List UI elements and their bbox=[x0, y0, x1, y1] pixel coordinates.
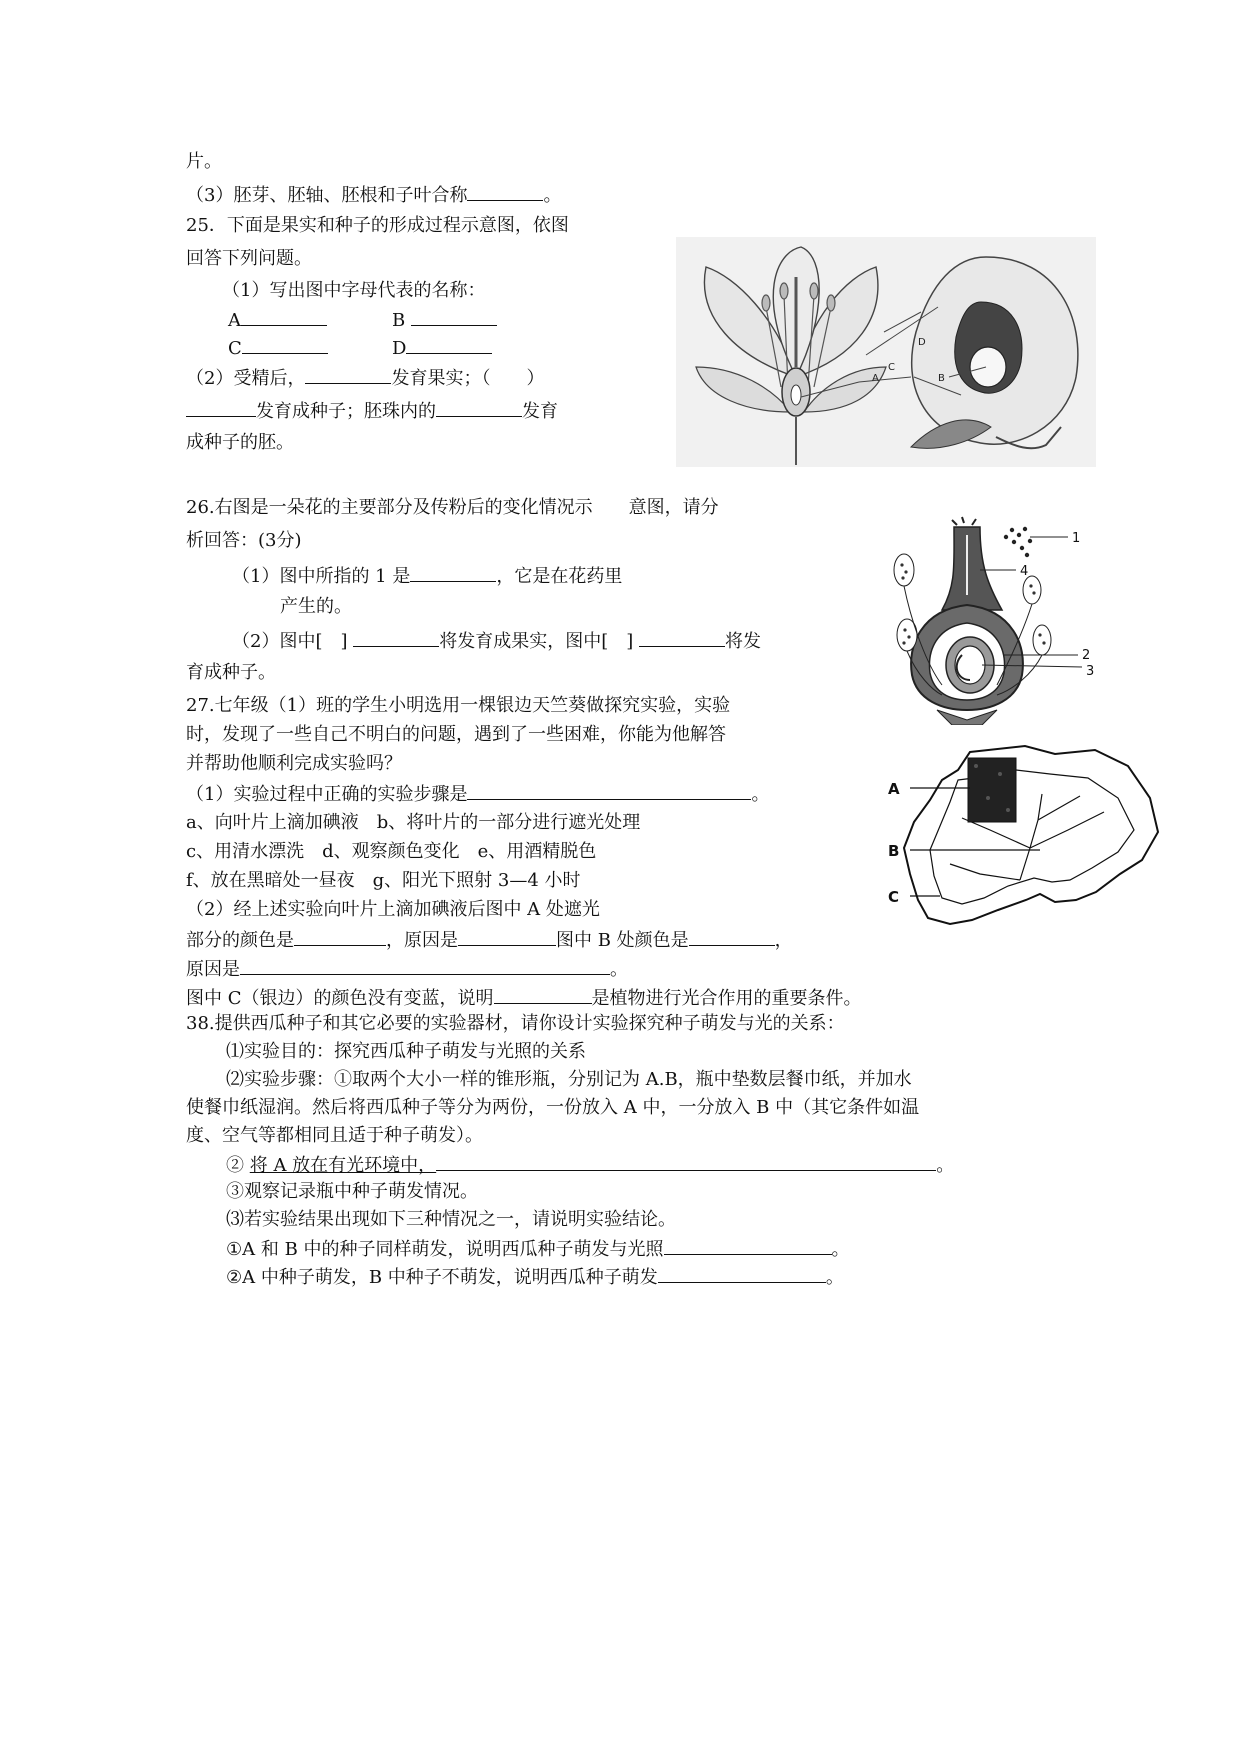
q25-sub1: （1）写出图中字母代表的名称： bbox=[222, 280, 486, 301]
answer-blank[interactable] bbox=[436, 398, 522, 417]
q38-line-1: 38.提供西瓜种子和其它必要的实验器材，请你设计实验探究种子萌发与光的关系： bbox=[186, 1013, 845, 1034]
fig27-label-b: B bbox=[888, 842, 900, 860]
pollen-dots bbox=[1004, 527, 1032, 557]
q38-steps-line-1: ⑵实验步骤：①取两个大小一样的锥形瓶，分别记为 A.B，瓶中垫数层餐巾纸，并加水 bbox=[226, 1069, 912, 1090]
q27-line-3: 并帮助他顺利完成实验吗？ bbox=[186, 753, 402, 774]
prev-line-2: （3）胚芽、胚轴、胚根和子叶合称 。 bbox=[186, 182, 561, 208]
q25-line-2: 回答下列问题。 bbox=[186, 248, 312, 269]
q25-line-1: 25．下面是果实和种子的形成过程示意图，依图 bbox=[186, 215, 569, 236]
fig26-label-2: 2 bbox=[1082, 648, 1091, 663]
answer-filled: 将 A 放在有光环境中， bbox=[249, 1155, 437, 1176]
fig27-label-a: A bbox=[888, 780, 900, 798]
q38-result-2: ②A 中种子萌发，B 中种子不萌发，说明西瓜种子萌发 。 bbox=[226, 1264, 844, 1290]
q27-sub2-line-1: （2）经上述实验向叶片上滴加碘液后图中 A 处遮光 bbox=[186, 899, 600, 920]
answer-blank-a[interactable] bbox=[241, 307, 327, 326]
q27-step-cde: c、用清水漂洗 d、观察颜色变化 e、用酒精脱色 bbox=[186, 841, 597, 862]
prev-line-1: 片。 bbox=[186, 151, 222, 172]
q38-step-3: ③观察记录瓶中种子萌发情况。 bbox=[226, 1181, 478, 1202]
q26-sub1-line-2: 产生的。 bbox=[280, 596, 352, 617]
answer-blank[interactable] bbox=[658, 1264, 826, 1283]
q38-result-1: ①A 和 B 中的种子同样萌发，说明西瓜种子萌发与光照 。 bbox=[226, 1236, 850, 1262]
q27-sub2-line-2: 部分的颜色是 ，原因是 图中 B 处颜色是 ， bbox=[186, 927, 793, 953]
fig25-label-b: B bbox=[938, 373, 945, 384]
q26-sub1-line-1: （1）图中所指的 1 是 ，它是在花药里 bbox=[232, 563, 622, 589]
answer-blank[interactable] bbox=[353, 628, 439, 647]
q27-step-fg: f、放在黑暗处一昼夜 g、阳光下照射 3—4 小时 bbox=[186, 870, 581, 891]
answer-blank[interactable] bbox=[458, 927, 556, 946]
q26-sub2-line-1: （2）图中[ ] 将发育成果实，图中[ ] 将发 bbox=[232, 628, 761, 654]
q25-label-b: B bbox=[392, 307, 497, 333]
q38-steps-line-3: 度、空气等都相同且适于种子萌发）。 bbox=[186, 1125, 483, 1146]
q25-sub2-line-1: （2）受精后， 发育果实；（ ） bbox=[186, 365, 544, 391]
answer-blank[interactable] bbox=[410, 563, 496, 582]
answer-blank-d[interactable] bbox=[406, 335, 492, 354]
answer-blank[interactable] bbox=[436, 1152, 936, 1171]
q38-result-intro: ⑶若实验结果出现如下三种情况之一，请说明实验结论。 bbox=[226, 1209, 676, 1230]
answer-blank[interactable] bbox=[664, 1236, 832, 1255]
fig25-label-a: A bbox=[872, 373, 879, 384]
answer-blank[interactable] bbox=[240, 956, 610, 975]
answer-blank[interactable] bbox=[494, 985, 592, 1004]
q27-sub1: （1）实验过程中正确的实验步骤是 。 bbox=[186, 781, 769, 807]
q27-sub2-line-3: 原因是 。 bbox=[186, 956, 628, 982]
pistil-figure bbox=[882, 515, 1102, 725]
fig27-label-c: C bbox=[888, 888, 900, 906]
q25-label-c: C bbox=[228, 335, 328, 361]
leaf-figure bbox=[880, 740, 1160, 930]
answer-blank-c[interactable] bbox=[242, 335, 328, 354]
q26-sub2-line-2: 育成种子。 bbox=[186, 662, 276, 683]
fig25-label-d: D bbox=[918, 337, 926, 348]
fig25-label-c: C bbox=[888, 362, 895, 373]
fruit-formation-figure bbox=[676, 237, 1096, 467]
answer-blank[interactable] bbox=[639, 628, 725, 647]
answer-blank[interactable] bbox=[689, 927, 775, 946]
q27-sub3: 图中 C（银边）的颜色没有变蓝，说明 是植物进行光合作用的重要条件。 bbox=[186, 985, 862, 1011]
fig26-label-4: 4 bbox=[1020, 564, 1029, 579]
q27-line-1: 27.七年级（1）班的学生小明选用一棵银边天竺葵做探究实验，实验 bbox=[186, 695, 731, 716]
q25-sub2-line-3: 成种子的胚。 bbox=[186, 432, 294, 453]
q38-step-2: ② 将 A 放在有光环境中， 。 bbox=[226, 1152, 954, 1178]
answer-blank[interactable] bbox=[467, 182, 543, 201]
q38-steps-line-2: 使餐巾纸湿润。然后将西瓜种子等分为两份，一份放入 A 中，一分放入 B 中（其它条件如温 bbox=[186, 1097, 920, 1118]
fig26-label-3: 3 bbox=[1086, 664, 1095, 679]
answer-blank[interactable] bbox=[305, 365, 391, 384]
q25-label-a: A bbox=[228, 307, 327, 333]
q26-line-1: 26.右图是一朵花的主要部分及传粉后的变化情况示 意图，请分 bbox=[186, 497, 719, 518]
q27-step-ab: a、向叶片上滴加碘液 b、将叶片的一部分进行遮光处理 bbox=[186, 812, 641, 833]
q25-label-d: D bbox=[392, 335, 492, 361]
q26-line-2: 析回答：(3分) bbox=[186, 530, 302, 551]
answer-blank[interactable] bbox=[186, 398, 256, 417]
q38-purpose: ⑴实验目的：探究西瓜种子萌发与光照的关系 bbox=[226, 1041, 586, 1062]
answer-blank[interactable] bbox=[294, 927, 386, 946]
answer-blank-b[interactable] bbox=[411, 307, 497, 326]
q25-sub2-line-2: 发育成种子；胚珠内的 发育 bbox=[186, 398, 558, 424]
answer-blank[interactable] bbox=[467, 781, 751, 800]
q27-line-2: 时，发现了一些自己不明白的问题，遇到了一些困难，你能为他解答 bbox=[186, 724, 726, 745]
fig26-label-1: 1 bbox=[1072, 531, 1081, 546]
